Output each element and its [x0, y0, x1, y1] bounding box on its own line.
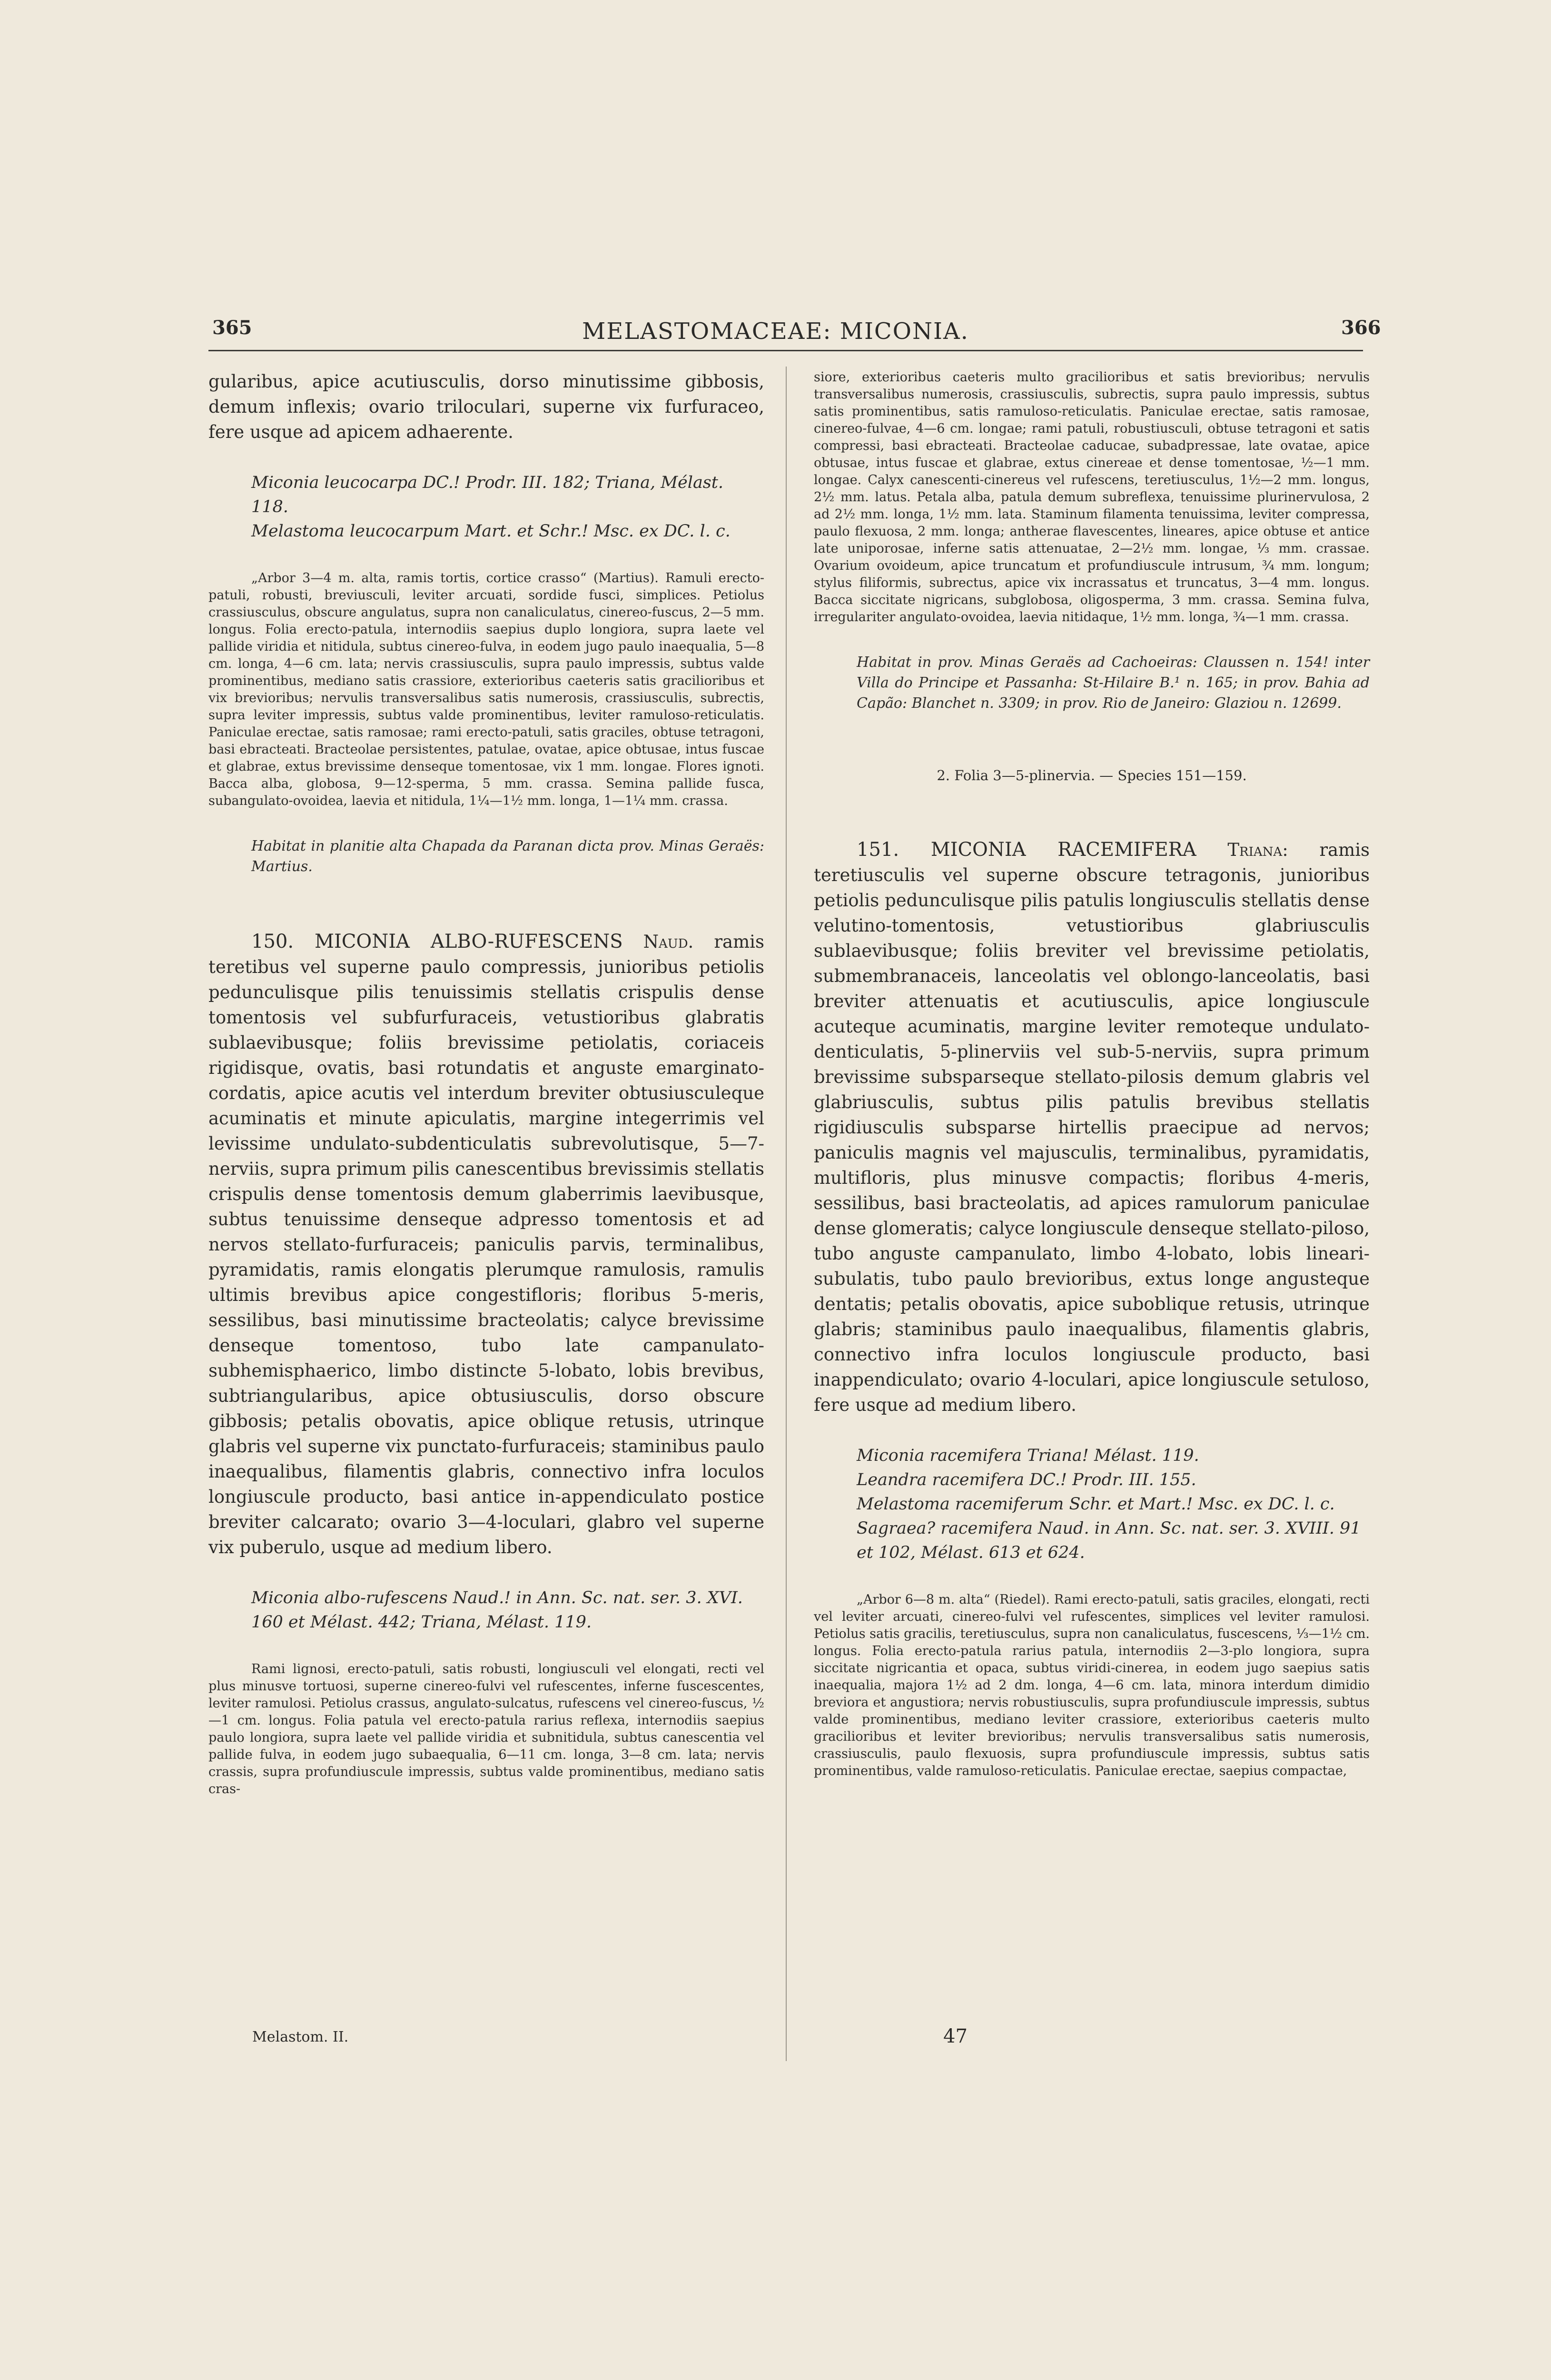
species-151-author: Triana:: [1227, 840, 1288, 860]
species-150-diagnosis: ramis teretibus vel superne paulo compressis, junioribus petiolis pedunculisque pilis tenuissimis stellatis crispulis dense tomentosis vel subfurfuraceis, vetustioribus glabratis sublaevibusque; foliis brevissime petiolatis, coriaceis rigidisque, ovatis, basi rotundatis et anguste emarginato-cordatis, apice acutis vel interdum breviter obtusiusculeque acuminatis et minute apiculatis, margine integerrimis vel levissime undulato-subdenticulatis subrevolutisque, 5—7-nerviis, supra primum pilis canescentibus brevissimis stellatis crispulis dense tomentosis demum glaberrimis laevibusque, subtus tenuissime denseque adpresso tomentosis et ad nervos stellato-furfuraceis; paniculis parvis, terminalibus, pyramidatis, ramis elongatis plerumque ramulosis, ramulis ultimis brevibus apice congestifloris; floribus 5-meris, sessilibus, basi minutissime bracteolatis; calyce brevissime denseque tomentoso, tubo late campanulato-subhemisphaerico, limbo distincte 5-lobato, lobis brevibus, subtriangularibus, apice obtusiusculis, dorso obscure gibbosis; petalis obovatis, apice oblique retusis, utrinque glabris vel superne vix punctato-furfuraceis; staminibus paulo inaequalibus, filamentis glabris, connectivo infra loculos longiuscule producto, basi antice in-appendiculato postice breviter calcarato; ovario 3—4-loculari, glabro vel superne vix puberulo, usque ad medium libero.: [208, 932, 764, 1557]
sheet-number: 47: [943, 2025, 968, 2047]
species-149-end: gularibus, apice acutiusculis, dorso minutissime gibbosis, demum inflexis; ovario triloculari, superne vix furfuraceo, fere usque ad apicem adhaerente.: [208, 371, 764, 442]
right-column: [814, 369, 1370, 1780]
habitat-149: Habitat in planitie alta Chapada da Paranan dicta prov. Minas Geraës: Martius.: [251, 838, 764, 875]
species-151-heading: 151. MICONIA RACEMIFERA: [857, 839, 1196, 861]
header-rule: [208, 350, 1363, 351]
species-150: [208, 929, 764, 1560]
synonyms-150: Miconia albo-rufescens Naud.! in Ann. Sc. nat. ser. 3. XVI. 160 et Mélast. 442; Triana, Mélast. 119.: [251, 1588, 743, 1632]
species-150-author: Naud.: [643, 932, 694, 952]
synonym: Sagraea? racemifera Naud. in Ann. Sc. nat. ser. 3. XVIII. 91 et 102, Mélast. 613 et 624.: [857, 1519, 1361, 1562]
description-150: Rami lignosi, erecto-patuli, satis robusti, longiusculi vel elongati, recti vel plus minusve tortuosi, superne cinereo-fulvi vel rufescentes, inferne fuscescentes, leviter ramulosi. Petiolus crassus, angulato-sulcatus, rufescens vel cinereo-fuscus, ½—1 cm. longus. Folia patula vel erecto-patula rarius reflexa, internodiis saepius paulo longiora, supra laete vel pallide viridia et subnitidula, subtus canescentia vel pallide fulva, in eodem jugo subaequalia, 6—11 cm. longa, 3—8 cm. lata; nervis crassis, supra profundiuscule impressis, subtus valde prominentibus, mediano satis cras-: [208, 1662, 764, 1796]
synonyms-151: [814, 1444, 1370, 1565]
synonym: Miconia leucocarpa DC.! Prodr. III. 182; Triana, Mélast. 118.: [251, 473, 723, 516]
synonym: Melastoma leucocarpum Mart. et Schr.! Msc. ex DC. l. c.: [251, 522, 731, 541]
page-number-left: 365: [212, 317, 252, 339]
species-150-heading: 150. MICONIA ALBO-RUFESCENS: [251, 931, 623, 952]
species-151: [814, 837, 1370, 1418]
synonym: Melastoma racemiferum Schr. et Mart.! Msc. ex DC. l. c.: [857, 1495, 1335, 1514]
left-column: [208, 369, 764, 1798]
species-151-diagnosis: ramis teretiusculis vel superne obscure tetragonis, junioribus petiolis pedunculisque pilis patulis longiusculis stellatis dense velutino-tomentosis, vetustioribus glabriusculis sublaevibusque; foliis breviter vel brevissime petiolatis, submembranaceis, lanceolatis vel oblongo-lanceolatis, basi breviter attenuatis et acutiusculis, apice longiuscule acuteque acuminatis, margine leviter remoteque undulato-denticulatis, 5-plinerviis vel sub-5-nerviis, supra primum brevissime subsparseque stellato-pilosis demum glabris vel glabriusculis, subtus pilis patulis brevibus stellatis rigidiusculis subsparse hirtellis praecipue ad nervos; paniculis magnis vel majusculis, terminalibus, pyramidatis, multifloris, plus minusve compactis; floribus 4-meris, sessilibus, basi bracteolatis, ad apices ramulorum paniculae dense glomeratis; calyce longiuscule denseque stellato-piloso, tubo anguste campanulato, limbo 4-lobato, lobis lineari-subulatis, tubo paulo brevioribus, extus longe angusteque dentatis; petalis obovatis, apice suboblique retusis, utrinque glabris; staminibus paulo inaequalibus, filamentis glabris, connectivo infra loculos longiuscule producto, basi inappendiculato; ovario 4-loculari, apice longiuscule setuloso, fere usque ad medium libero.: [814, 840, 1370, 1415]
synonym: Leandra racemifera DC.! Prodr. III. 155.: [857, 1470, 1196, 1489]
synonym: Miconia racemifera Triana! Mélast. 119.: [857, 1446, 1199, 1465]
running-title: MELASTOMACEAE: MICONIA.: [582, 318, 969, 345]
description-151: „Arbor 6—8 m. alta“ (Riedel). Rami erecto-patuli, satis graciles, elongati, recti vel leviter arcuati, cinereo-fulvi vel rufescentes, simplices vel leviter ramulosi. Petiolus satis gracilis, teretiusculus, supra non canaliculatus, fuscescens, ⅓—1½ cm. longus. Folia erecto-patula rarius patula, internodiis 2—3-plo longiora, supra siccitate nigricantia et opaca, subtus viridi-cinerea, in eodem jugo saepius satis inaequalia, majora 1½ ad 2 dm. longa, 4—6 cm. lata, minora interdum dimidio breviora et angustiora; nervis robustiusculis, supra profundiuscule impressis, subtus valde prominentibus, mediano leviter crassiore, exterioribus caeteris multo gracilioribus et leviter brevioribus; nervulis transversalibus satis numerosis, crassiusculis, paulo flexuosis, supra profundiuscule impressis, subtus satis prominentibus, valde ramuloso-reticulatis. Paniculae erectae, saepius compactae,: [814, 1592, 1370, 1778]
synonyms-149: [208, 471, 764, 544]
column-divider: [786, 367, 787, 2061]
description-149: „Arbor 3—4 m. alta, ramis tortis, cortice crasso“ (Martius). Ramuli erecto-patuli, robusti, breviusculi, leviter arcuati, sordide fusci, simplices. Petiolus crassiusculus, obscure angulatus, supra non canaliculatus, cinereo-fuscus, 2—5 mm. longus. Folia erecto-patula, internodiis saepius duplo longiora, supra laete vel pallide viridia et nitidula, subtus cinereo-fulva, in eodem jugo paulo inaequalia, 5—8 cm. longa, 4—6 cm. lata; nervis crassiusculis, supra paulo impressis, subtus valde prominentibus, mediano satis crassiore, exterioribus caeteris satis gracilioribus et vix brevioribus; nervulis transversalibus satis numerosis, crassiusculis, subrectis, supra leviter impressis, subtus valde prominentibus, leviter ramuloso-reticulatis. Paniculae erectae, satis ramosae; rami erecto-patuli, satis graciles, obtuse tetragoni, basi ebracteati. Bracteolae persistentes, patulae, ovatae, apice obtusae, intus fuscae et glabrae, extus brevissime denseque tomentosae, vix 1 mm. longae. Flores ignoti. Bacca alba, globosa, 9—12-sperma, 5 mm. crassa. Semina pallide fusca, subangulato-ovoidea, laevia et nitidula, 1¼—1½ mm. longa, 1—1¼ mm. crassa.: [208, 571, 764, 808]
habitat-150: Habitat in prov. Minas Geraës ad Cachoeiras: Claussen n. 154! inter Villa do Principe et Passanha: St-Hilaire B.¹ n. 165; in prov. Bahia ad Capão: Blanchet n. 3309; in prov. Rio de Janeiro: Glaziou n. 12699.: [857, 654, 1370, 712]
signature-mark: Melastom. II.: [252, 2029, 349, 2045]
page-number-right: 366: [1341, 317, 1381, 339]
section-heading: 2. Folia 3—5-plinervia. — Species 151—159.: [937, 767, 1247, 783]
description-150-cont: siore, exterioribus caeteris multo gracilioribus et satis brevioribus; nervulis transversalibus numerosis, crassiusculis, subrectis, supra paulo impressis, subtus satis prominentibus, satis ramuloso-reticulatis. Paniculae erectae, satis ramosae, cinereo-fulvae, 4—6 cm. longae; rami patuli, robustiusculi, obtuse tetragoni et satis compressi, basi ebracteati. Bracteolae caducae, subadpressae, late ovatae, apice obtusae, intus fuscae et glabrae, extus cinereae et dense tomentosae, ½—1 mm. longae. Calyx canescenti-cinereus vel rufescens, teretiusculus, 1½—2 mm. longus, 2½ mm. latus. Petala alba, patula demum subreflexa, tenuissime plurinervulosa, 2 ad 2½ mm. longa, 1½ mm. lata. Staminum filamenta tenuissima, leviter compressa, paulo flexuosa, 2 mm. longa; antherae flavescentes, lineares, apice obtuse et antice late uniporosae, inferne satis attenuatae, 2—2½ mm. longae, ⅓ mm. crassae. Ovarium ovoideum, apice truncatum et profundiuscule intrusum, ¾ mm. longum; stylus filiformis, subrectus, apice vix incrassatus et truncatus, 3—4 mm. longus. Bacca siccitate nigricans, subglobosa, oligosperma, 3 mm. crassa. Semina fulva, irregulariter angulato-ovoidea, laevia nitidaque, 1½ mm. longa, ¾—1 mm. crassa.: [814, 370, 1370, 625]
